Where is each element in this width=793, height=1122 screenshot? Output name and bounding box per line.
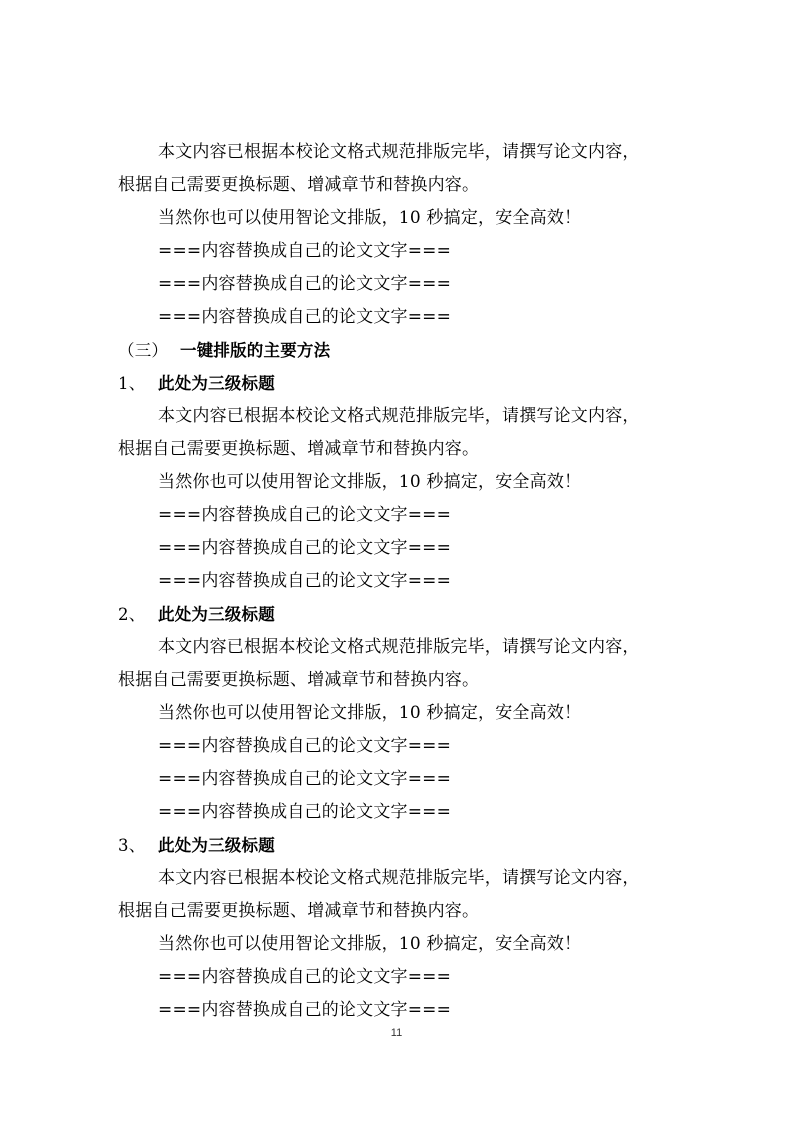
placeholder-text: ===内容替换成自己的论文文字=== [158,274,452,294]
body-paragraph-line: 本文内容已根据本校论文格式规范排版完毕，请撰写论文内容， [158,142,640,162]
subsection-heading [118,367,684,400]
body-paragraph-line: 根据自己需要更换标题、增减章节和替换内容。 [118,175,480,195]
subsection-number: 3、 [118,836,146,855]
subsection-title: 此处为三级标题 [158,836,275,855]
placeholder-text: ===内容替换成自己的论文文字=== [158,571,452,591]
placeholder-text: ===内容替换成自己的论文文字=== [158,802,452,822]
section-title: 一键排版的主要方法 [180,341,331,360]
body-paragraph: 当然你也可以使用智论文排版，10 秒搞定，安全高效！ [158,472,582,492]
page-body [118,136,684,1027]
body-paragraph-line: 根据自己需要更换标题、增减章节和替换内容。 [118,439,480,459]
body-paragraph: 当然你也可以使用智论文排版，10 秒搞定，安全高效！ [158,703,582,723]
subsection-number: 1、 [118,374,146,393]
subsection-heading [118,829,684,862]
subsection-number: 2、 [118,605,146,624]
body-paragraph-line: 本文内容已根据本校论文格式规范排版完毕，请撰写论文内容， [158,868,640,888]
body-paragraph-line: 本文内容已根据本校论文格式规范排版完毕，请撰写论文内容， [158,637,640,657]
page-number: 11 [390,1027,403,1039]
subsection-heading [118,598,684,631]
body-paragraph-line: 根据自己需要更换标题、增减章节和替换内容。 [118,901,480,921]
body-paragraph: 当然你也可以使用智论文排版，10 秒搞定，安全高效！ [158,934,582,954]
placeholder-text: ===内容替换成自己的论文文字=== [158,769,452,789]
placeholder-text: ===内容替换成自己的论文文字=== [158,967,452,987]
subsection-title: 此处为三级标题 [158,605,275,624]
placeholder-text: ===内容替换成自己的论文文字=== [158,538,452,558]
body-paragraph-line: 本文内容已根据本校论文格式规范排版完毕，请撰写论文内容， [158,406,640,426]
section-heading [118,334,684,367]
body-paragraph: 当然你也可以使用智论文排版，10 秒搞定，安全高效！ [158,208,582,228]
placeholder-text: ===内容替换成自己的论文文字=== [158,1000,452,1020]
placeholder-text: ===内容替换成自己的论文文字=== [158,307,452,327]
subsection-title: 此处为三级标题 [158,374,275,393]
section-number: （三） [118,341,169,360]
placeholder-text: ===内容替换成自己的论文文字=== [158,505,452,525]
placeholder-text: ===内容替换成自己的论文文字=== [158,736,452,756]
placeholder-text: ===内容替换成自己的论文文字=== [158,241,452,261]
body-paragraph-line: 根据自己需要更换标题、增减章节和替换内容。 [118,670,480,690]
